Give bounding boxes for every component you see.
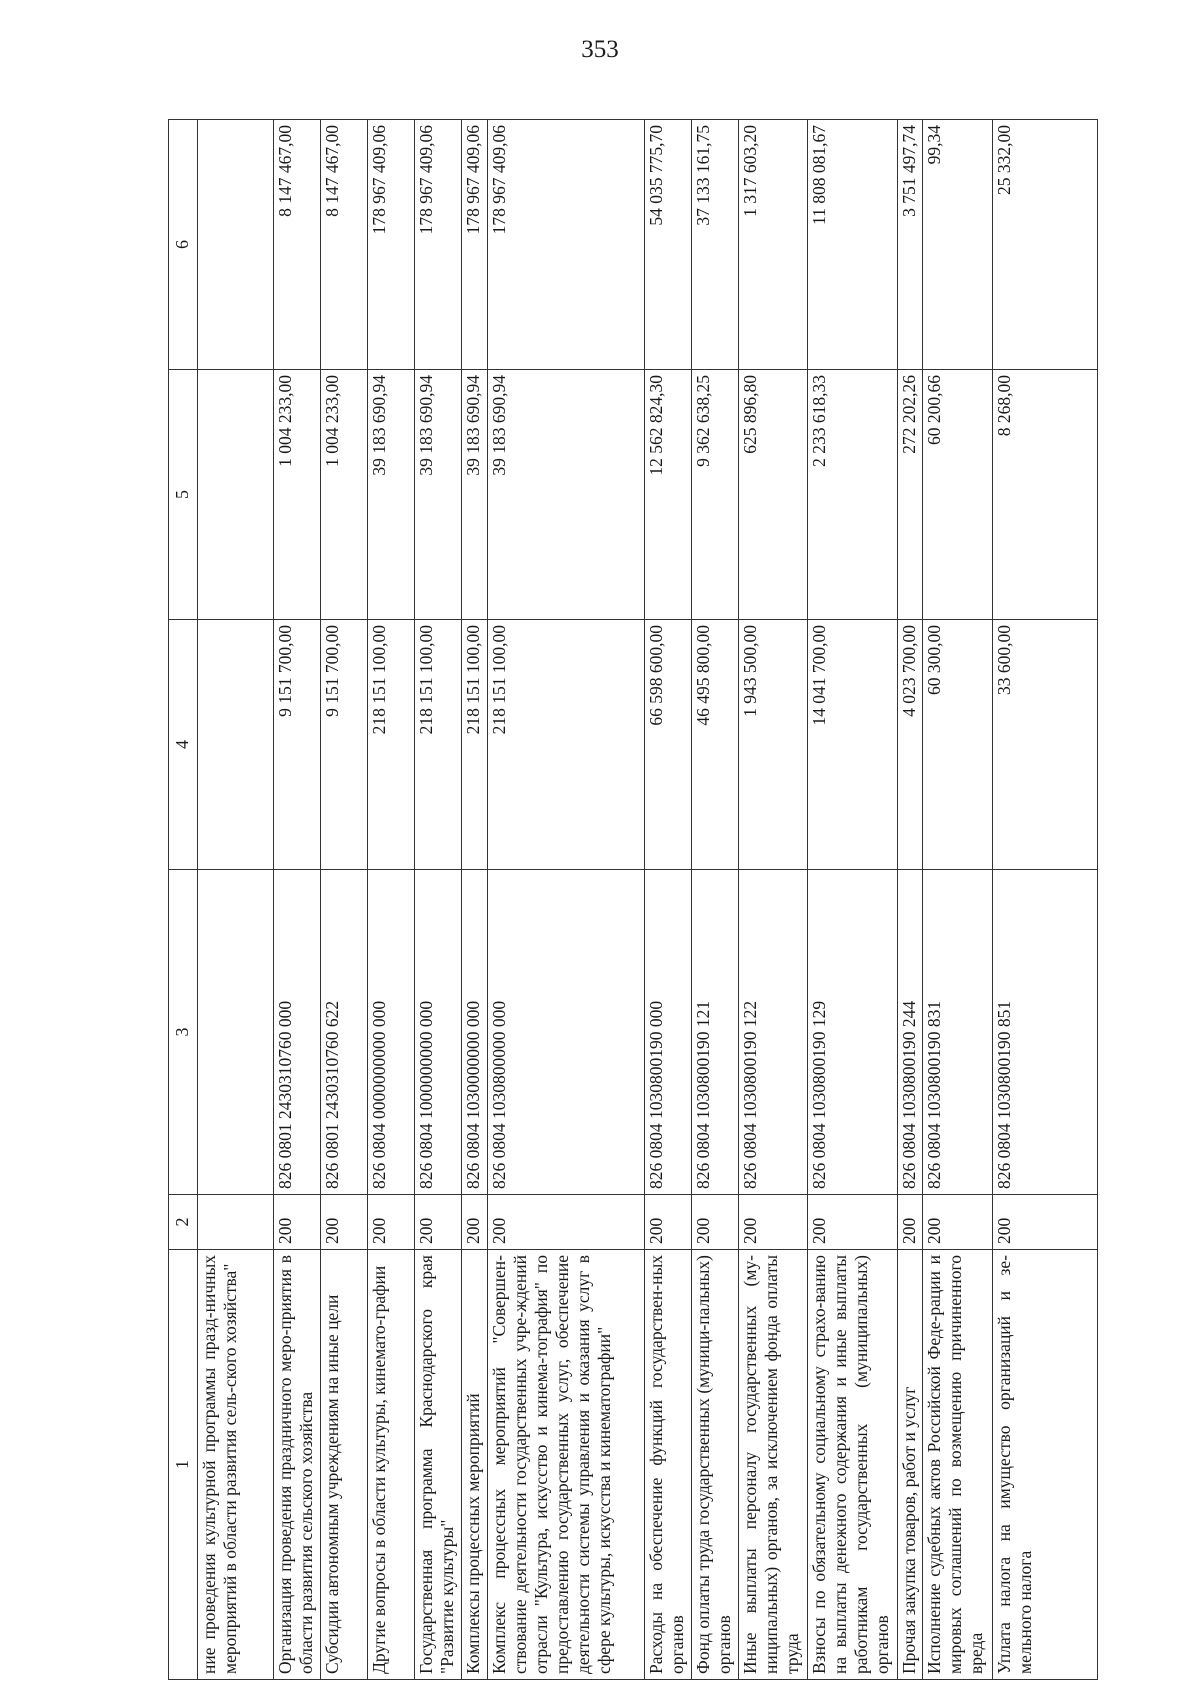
header-col-5: 5 xyxy=(169,370,198,620)
row-col-5: 60 200,66 xyxy=(923,370,993,620)
row-status: 200 xyxy=(739,1195,808,1250)
row-col-6: 178 967 409,06 xyxy=(462,120,488,370)
row-status: 200 xyxy=(488,1195,645,1250)
row-code: 826 0804 1030800190 121 xyxy=(692,870,739,1195)
row-name: Взносы по обязательному социальному страхо-ванию на выплаты денежного содержания и иные выплаты работникам государственных (муниципальных) органов xyxy=(808,1250,898,1680)
table-row xyxy=(898,120,923,1680)
row-code: 826 0804 1030800190 851 xyxy=(993,870,1098,1195)
row-col-4: 218 151 100,00 xyxy=(415,620,462,870)
row-code: 826 0804 1030000000 000 xyxy=(462,870,488,1195)
row-col-6: 178 967 409,06 xyxy=(368,120,415,370)
row-status: 200 xyxy=(993,1195,1098,1250)
row-col-6: 8 147 467,00 xyxy=(274,120,321,370)
row-code: 826 0801 2430310760 622 xyxy=(321,870,368,1195)
row-name: Прочая закупка товаров, работ и услуг xyxy=(898,1250,923,1680)
row-status: 200 xyxy=(274,1195,321,1250)
row-status xyxy=(198,1195,274,1250)
row-status: 200 xyxy=(415,1195,462,1250)
row-col-6: 178 967 409,06 xyxy=(488,120,645,370)
header-col-6: 6 xyxy=(169,120,198,370)
row-name: Организация проведения праздничного меро-приятия в области развития сельского хозяйства xyxy=(274,1250,321,1680)
row-name: Расходы на обеспечение функций государствен-ных органов xyxy=(645,1250,692,1680)
row-col-5: 625 896,80 xyxy=(739,370,808,620)
row-col-6: 178 967 409,06 xyxy=(415,120,462,370)
table-row xyxy=(415,120,462,1680)
header-col-2: 2 xyxy=(169,1195,198,1250)
row-col-5: 8 268,00 xyxy=(993,370,1098,620)
row-name: Субсидии автономным учреждениям на иные цели xyxy=(321,1250,368,1680)
rotated-table-container xyxy=(168,120,1098,1680)
row-col-5 xyxy=(198,370,274,620)
row-code: 826 0804 1030800000 000 xyxy=(488,870,645,1195)
row-status: 200 xyxy=(923,1195,993,1250)
row-status: 200 xyxy=(368,1195,415,1250)
row-name: Фонд оплаты труда государственных (муници-пальных) органов xyxy=(692,1250,739,1680)
row-col-5: 39 183 690,94 xyxy=(415,370,462,620)
row-status: 200 xyxy=(808,1195,898,1250)
row-col-6: 1 317 603,20 xyxy=(739,120,808,370)
row-name: ние проведения культурной программы празд-ничных мероприятий в области развития сель-ского хозяйства" xyxy=(198,1250,274,1680)
row-col-4: 9 151 700,00 xyxy=(274,620,321,870)
row-col-6 xyxy=(198,120,274,370)
row-col-4: 60 300,00 xyxy=(923,620,993,870)
row-code: 826 0804 1000000000 000 xyxy=(415,870,462,1195)
row-name: Иные выплаты персоналу государственных (му-ниципальных) органов, за исключением фонда оплаты труда xyxy=(739,1250,808,1680)
table-header-row xyxy=(169,120,198,1680)
row-status: 200 xyxy=(321,1195,368,1250)
row-name: Исполнение судебных актов Российской Феде-рации и мировых соглашений по возмещению причиненного вреда xyxy=(923,1250,993,1680)
table-row xyxy=(462,120,488,1680)
row-col-4 xyxy=(198,620,274,870)
row-code: 826 0804 1030800190 129 xyxy=(808,870,898,1195)
row-col-5: 39 183 690,94 xyxy=(368,370,415,620)
table-row xyxy=(488,120,645,1680)
row-status: 200 xyxy=(692,1195,739,1250)
row-col-6: 25 332,00 xyxy=(993,120,1098,370)
header-col-1: 1 xyxy=(169,1250,198,1680)
row-code: 826 0804 1030800190 000 xyxy=(645,870,692,1195)
page-number: 353 xyxy=(581,36,619,63)
row-status: 200 xyxy=(462,1195,488,1250)
row-col-4: 4 023 700,00 xyxy=(898,620,923,870)
row-code: 826 0804 1030800190 122 xyxy=(739,870,808,1195)
row-name: Комплексы процессных мероприятий xyxy=(462,1250,488,1680)
row-code: 826 0804 1030800190 831 xyxy=(923,870,993,1195)
row-col-5: 2 233 618,33 xyxy=(808,370,898,620)
table-row xyxy=(198,120,274,1680)
row-name: Другие вопросы в области культуры, кинемато-графии xyxy=(368,1250,415,1680)
table-row xyxy=(321,120,368,1680)
header-col-3: 3 xyxy=(169,870,198,1195)
row-col-4: 218 151 100,00 xyxy=(368,620,415,870)
table-row xyxy=(645,120,692,1680)
row-col-5: 1 004 233,00 xyxy=(274,370,321,620)
row-name: Комплекс процессных мероприятий "Совершен-ствование деятельности государственных учре-ждений отрасли "Культура, искусство и кинема-тография" по предоставлению государственных услуг, обеспечение деятельности системы управления и оказания услуг в сфере культуры, искусства и кинематографии" xyxy=(488,1250,645,1680)
table-row xyxy=(808,120,898,1680)
row-col-4: 33 600,00 xyxy=(993,620,1098,870)
table-row xyxy=(923,120,993,1680)
row-col-4: 14 041 700,00 xyxy=(808,620,898,870)
row-col-5: 272 202,26 xyxy=(898,370,923,620)
header-col-4: 4 xyxy=(169,620,198,870)
row-col-6: 11 808 081,67 xyxy=(808,120,898,370)
row-code: 826 0804 1030800190 244 xyxy=(898,870,923,1195)
budget-table xyxy=(168,119,1098,1680)
row-col-6: 37 133 161,75 xyxy=(692,120,739,370)
row-col-5: 39 183 690,94 xyxy=(462,370,488,620)
row-col-6: 3 751 497,74 xyxy=(898,120,923,370)
table-row xyxy=(739,120,808,1680)
row-code xyxy=(198,870,274,1195)
row-name: Уплата налога на имущество организаций и зе-мельного налога xyxy=(993,1250,1098,1680)
row-col-4: 1 943 500,00 xyxy=(739,620,808,870)
row-col-4: 218 151 100,00 xyxy=(462,620,488,870)
row-code: 826 0801 2430310760 000 xyxy=(274,870,321,1195)
row-status: 200 xyxy=(898,1195,923,1250)
row-code: 826 0804 0000000000 000 xyxy=(368,870,415,1195)
row-col-6: 8 147 467,00 xyxy=(321,120,368,370)
row-col-6: 54 035 775,70 xyxy=(645,120,692,370)
table-row xyxy=(692,120,739,1680)
row-col-4: 66 598 600,00 xyxy=(645,620,692,870)
table-row xyxy=(368,120,415,1680)
row-col-5: 1 004 233,00 xyxy=(321,370,368,620)
row-col-5: 12 562 824,30 xyxy=(645,370,692,620)
row-col-4: 46 495 800,00 xyxy=(692,620,739,870)
row-status: 200 xyxy=(645,1195,692,1250)
row-col-6: 99,34 xyxy=(923,120,993,370)
table-row xyxy=(274,120,321,1680)
row-col-4: 218 151 100,00 xyxy=(488,620,645,870)
row-name: Государственная программа Краснодарского края "Развитие культуры" xyxy=(415,1250,462,1680)
row-col-5: 39 183 690,94 xyxy=(488,370,645,620)
row-col-5: 9 362 638,25 xyxy=(692,370,739,620)
table-row xyxy=(993,120,1098,1680)
row-col-4: 9 151 700,00 xyxy=(321,620,368,870)
